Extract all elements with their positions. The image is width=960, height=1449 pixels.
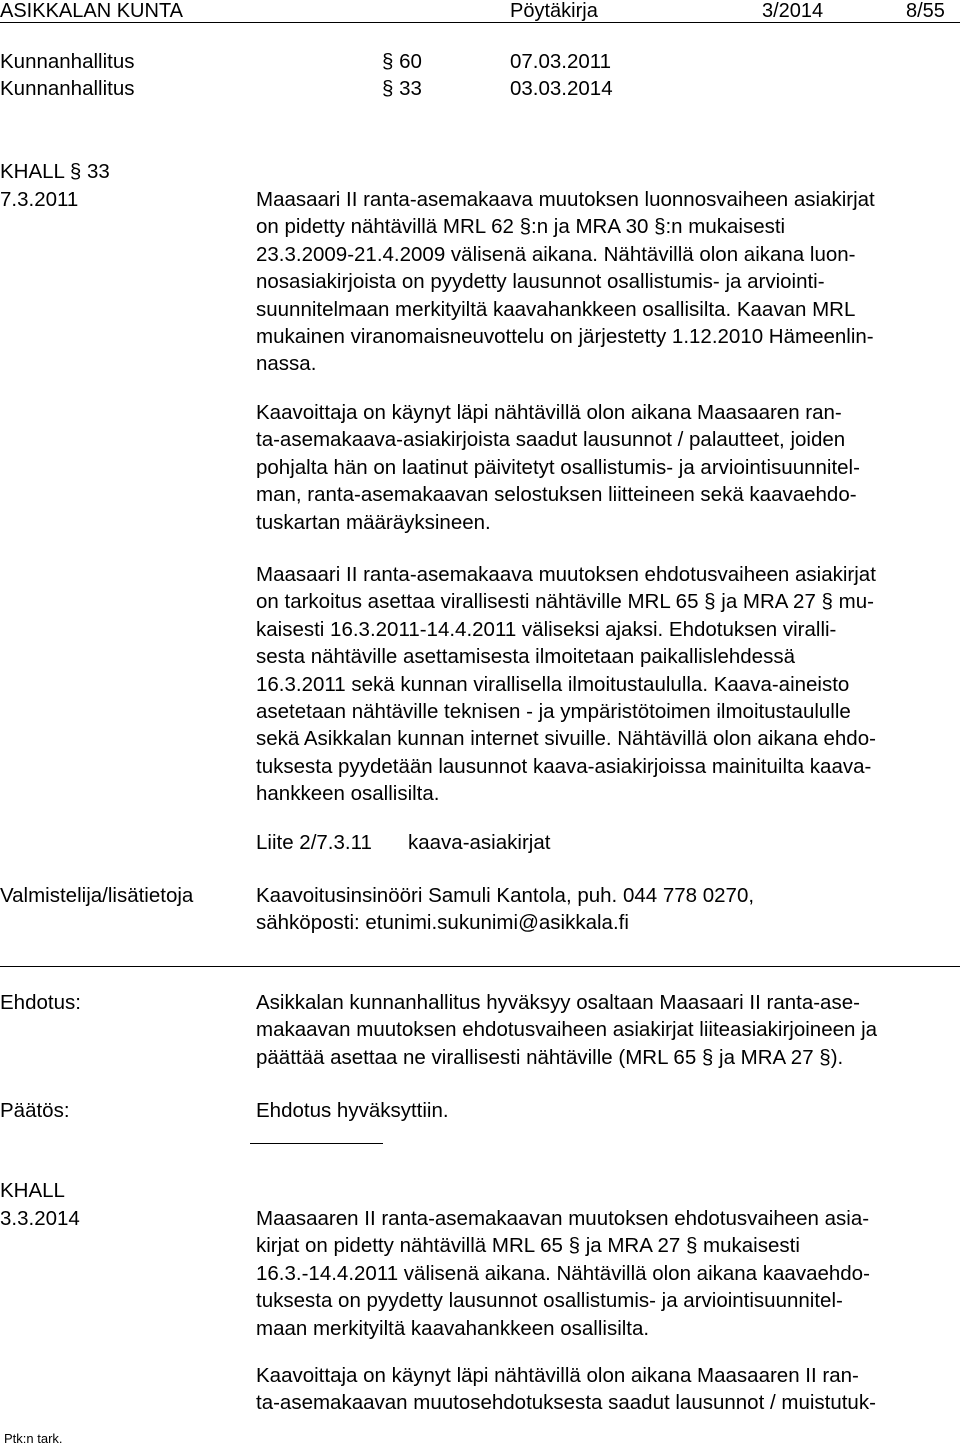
khall-date: 3.3.2014 — [0, 1207, 80, 1230]
khall-2014-paragraph-2: Kaavoittaja on käynyt läpi nähtävillä olon aikana Maasaaren II ran- ta-asemakaavan muutosehdotuksesta saadut lausunnot / muistutuk- — [256, 1364, 876, 1415]
signature-line — [250, 1143, 383, 1144]
khall-2014-paragraph-1: Maasaaren II ranta-asemakaavan muutoksen ehdotusvaiheen asia- kirjat on pidetty nähtävillä MRL 65 § ja MRA 27 § mukaisesti 16.3.-14.4.2011 välisenä aikana. Nähtävillä olon aikana kaavaehdo- tuksesta on pyydetty lausunnot osallistumis- ja arviointisuunnitel- maan merkityiltä kaavahankkeen osallisilta. — [256, 1207, 870, 1340]
attachment-reference: Liite 2/7.3.11 — [256, 831, 372, 854]
meeting-body: Kunnanhallitus — [0, 77, 135, 100]
document-number: 3/2014 — [762, 0, 824, 22]
khall-2011-paragraph-3: Maasaari II ranta-asemakaava muutoksen ehdotusvaiheen asiakirjat on tarkoitus asettaa virallisesti nähtäville MRL 65 § ja MRA 27 § mu- kaisesti 16.3.2011-14.4.2011 väliseksi ajaksi. Ehdotuksen viralli- sesta nähtäville asettamisesta ilmoitetaan paikallislehdessä 16.3.2011 sekä kunnan virallisella ilmoitustaululla. Kaava-aineisto asetetaan nähtäville teknisen - ja ympäristötoimen ilmoitustaululle sekä Asikkalan kunnan internet sivuille. Nähtävillä olon aikana ehdo- tuksesta pyydetään lausunnot kaava-asiakirjoissa mainituilta kaava- hankkeen osallisilta. — [256, 563, 876, 806]
meeting-date: 03.03.2014 — [510, 77, 613, 100]
section-divider — [0, 966, 960, 967]
khall-label: KHALL — [0, 1179, 65, 1202]
decision-text: Ehdotus hyväksyttiin. — [256, 1099, 449, 1122]
khall-2011-paragraph-2: Kaavoittaja on käynyt läpi nähtävillä olon aikana Maasaaren ran- ta-asemakaava-asiakirjoista saadut lausunnot / palautteet, joiden pohjalta hän on laatinut päivitetyt osallistumis- ja arviointisuunnitel- man, ranta-asemakaavan selostuksen liitteineen sekä kaavaehdo- tuskartan määräyksineen. — [256, 401, 860, 534]
decision-label: Päätös: — [0, 1099, 70, 1122]
organization-name: ASIKKALAN KUNTA — [0, 0, 184, 22]
page-number: 8/55 — [906, 0, 945, 22]
preparer-label: Valmistelija/lisätietoja — [0, 884, 194, 907]
attachment-description: kaava-asiakirjat — [408, 831, 551, 854]
document-type: Pöytäkirja — [510, 0, 598, 22]
preparer-info: Kaavoitusinsinööri Samuli Kantola, puh. 044 778 0270, sähköposti: etunimi.sukunimi@asikkala.fi — [256, 884, 755, 935]
initials-label: Ptk:n tark. — [4, 1431, 63, 1446]
proposal-label: Ehdotus: — [0, 991, 81, 1014]
meeting-date: 07.03.2011 — [510, 50, 612, 73]
proposal-text: Asikkalan kunnanhallitus hyväksyy osaltaan Maasaari II ranta-ase- makaavan muutoksen ehdotusvaiheen asiakirjat liiteasiakirjoineen ja päättää asettaa ne virallisesti nähtäville (MRL 65 § ja MRA 27 §). — [256, 991, 878, 1069]
header-rule — [0, 22, 960, 23]
meeting-section: § 60 — [382, 50, 422, 73]
meeting-body: Kunnanhallitus — [0, 50, 135, 73]
khall-2011-paragraph-1: Maasaari II ranta-asemakaava muutoksen luonnosvaiheen asiakirjat on pidetty nähtävillä MRL 62 §:n ja MRA 30 §:n mukaisesti 23.3.2009-21.4.2009 välisenä aikana. Nähtävillä olon aikana luon- nosasiakirjoista on pyydetty lausunnot osallistumis- ja arviointi- suunnitelmaan merkityiltä kaavahankkeen osallisilta. Kaavan MRL mukainen viranomaisneuvottelu on järjestetty 1.12.2010 Hämeenlin- nassa. — [256, 188, 875, 376]
meeting-section: § 33 — [382, 77, 422, 100]
khall-label: KHALL § 33 — [0, 160, 110, 183]
khall-date: 7.3.2011 — [0, 188, 79, 211]
